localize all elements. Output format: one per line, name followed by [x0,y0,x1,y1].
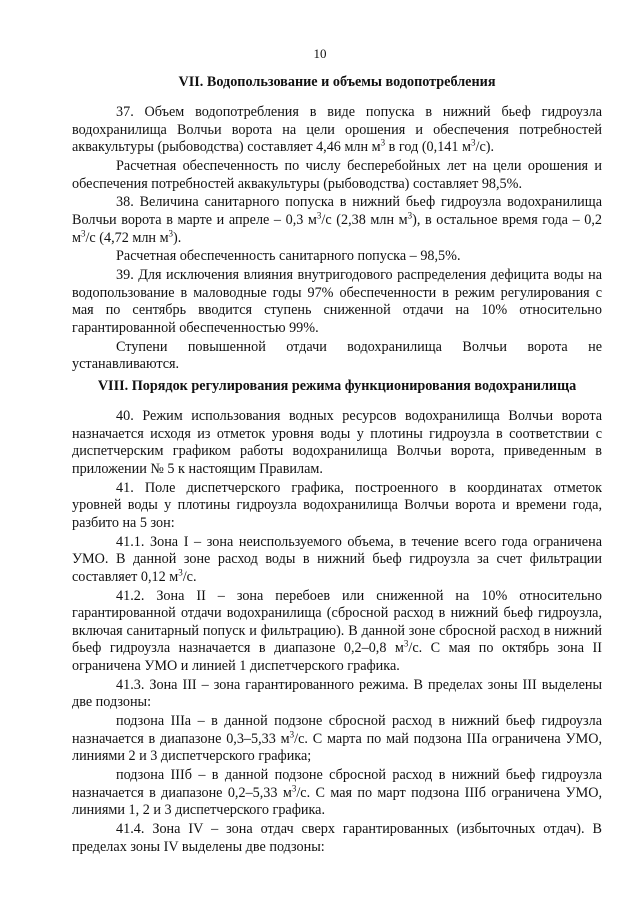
paragraph-38: 38. Величина санитарного попуска в нижний бьеф гидроузла водохранилища Волчьи ворота в марте и апреле – 0,3 $м^3/с$ (2,38 млн $м^3$), в остальное время года – 0,2 $м^3/с$ (4,72 млн $м^3$). [72,194,602,246]
paragraph-41-3: 41.3. Зона III – зона гарантированного режима. В пределах зоны III выделены две подзоны: [72,676,602,711]
paragraph-no-increased-output: Ступени повышенной отдачи водохранилища Волчьи ворота не устанавливаются. [72,338,602,373]
section-8-heading: VIII. Порядок регулирования режима функционирования водохранилища [97,378,577,394]
paragraph-reliability-irrigation: Расчетная обеспеченность по числу бесперебойных лет на цели орошения и обеспечения потребностей аквакультуры (рыбоводства) составляет 98,5%. [72,157,602,192]
paragraph-41-1: 41.1. Зона I – зона неиспользуемого объема, в течение всего года ограничена УМО. В данной зоне расход воды в нижний бьеф гидроузла за счет фильтрации составляет 0,12 $м^3/с$. [72,533,602,585]
paragraph-39: 39. Для исключения влияния внутригодового распределения дефицита воды на водопользование в маловодные годы 97% обеспеченности в режим регулирования с мая по сентябрь вводится ступень сниженной отдачи на 10% относительно гарантированной обеспеченностью 99%. [72,267,602,336]
paragraph-subzone-IIIa: подзона IIIа – в данной подзоне сбросной расход в нижний бьеф гидроузла назначается в диапазоне 0,3–5,33 $м^3/с$. С марта по май подзона IIIа ограничена УМО, линиями 2 и 3 диспетчерского графика; [72,713,602,765]
paragraph-subzone-IIIb: подзона IIIб – в данной подзоне сбросной расход в нижний бьеф гидроузла назначается в диапазоне 0,2–5,33 $м^3/с$. С мая по март подзона IIIб ограничена УМО, линиями 1, 2 и 3 диспетчерского графика. [72,767,602,819]
section-7-body [72,104,602,374]
paragraph-41: 41. Поле диспетчерского графика, построенного в координатах отметок уровней воды у плотины гидроузла водохранилища Волчьи ворота и времени года, разбито на 5 зон: [72,479,602,531]
paragraph-reliability-sanitary: Расчетная обеспеченность санитарного попуска – 98,5%. [116,248,461,265]
paragraph-40: 40. Режим использования водных ресурсов водохранилища Волчьи ворота назначается исходя из отметок уровня воды у плотины гидроузла в соответствии с диспетчерским графиком работы водохранилища Волчьи ворота, приведенным в приложении № 5 к настоящим Правилам. [72,408,602,477]
page-number: 10 [313,46,327,61]
section-8-body [72,408,602,856]
paragraph-41-2: 41.2. Зона II – зона перебоев или сниженной на 10% относительно гарантированной отдачи водохранилища (сбросной расход в нижний бьеф гидроузла, включая санитарный попуск и фильтрацию). В данной зоне сбросной расход в нижний бьеф гидроузла назначается в диапазоне 0,2–0,8 $м^3/с$. С мая по октябрь зона II ограничена УМО и линией 1 диспетчерского графика. [72,587,602,674]
paragraph-41-4: 41.4. Зона IV – зона отдач сверх гарантированных (избыточных отдач). В пределах зоны IV выделены две подзоны: [72,820,602,855]
paragraph-37: 37. Объем водопотребления в виде попуска в нижний бьеф гидроузла водохранилища Волчьи ворота на цели орошения и обеспечения потребностей аквакультуры (рыбоводства) составляет 4,46 млн $м^3$ в год (0,141 $м^3/с$). [72,104,602,156]
section-7-heading: VII. Водопользование и объемы водопотребления [178,74,496,90]
